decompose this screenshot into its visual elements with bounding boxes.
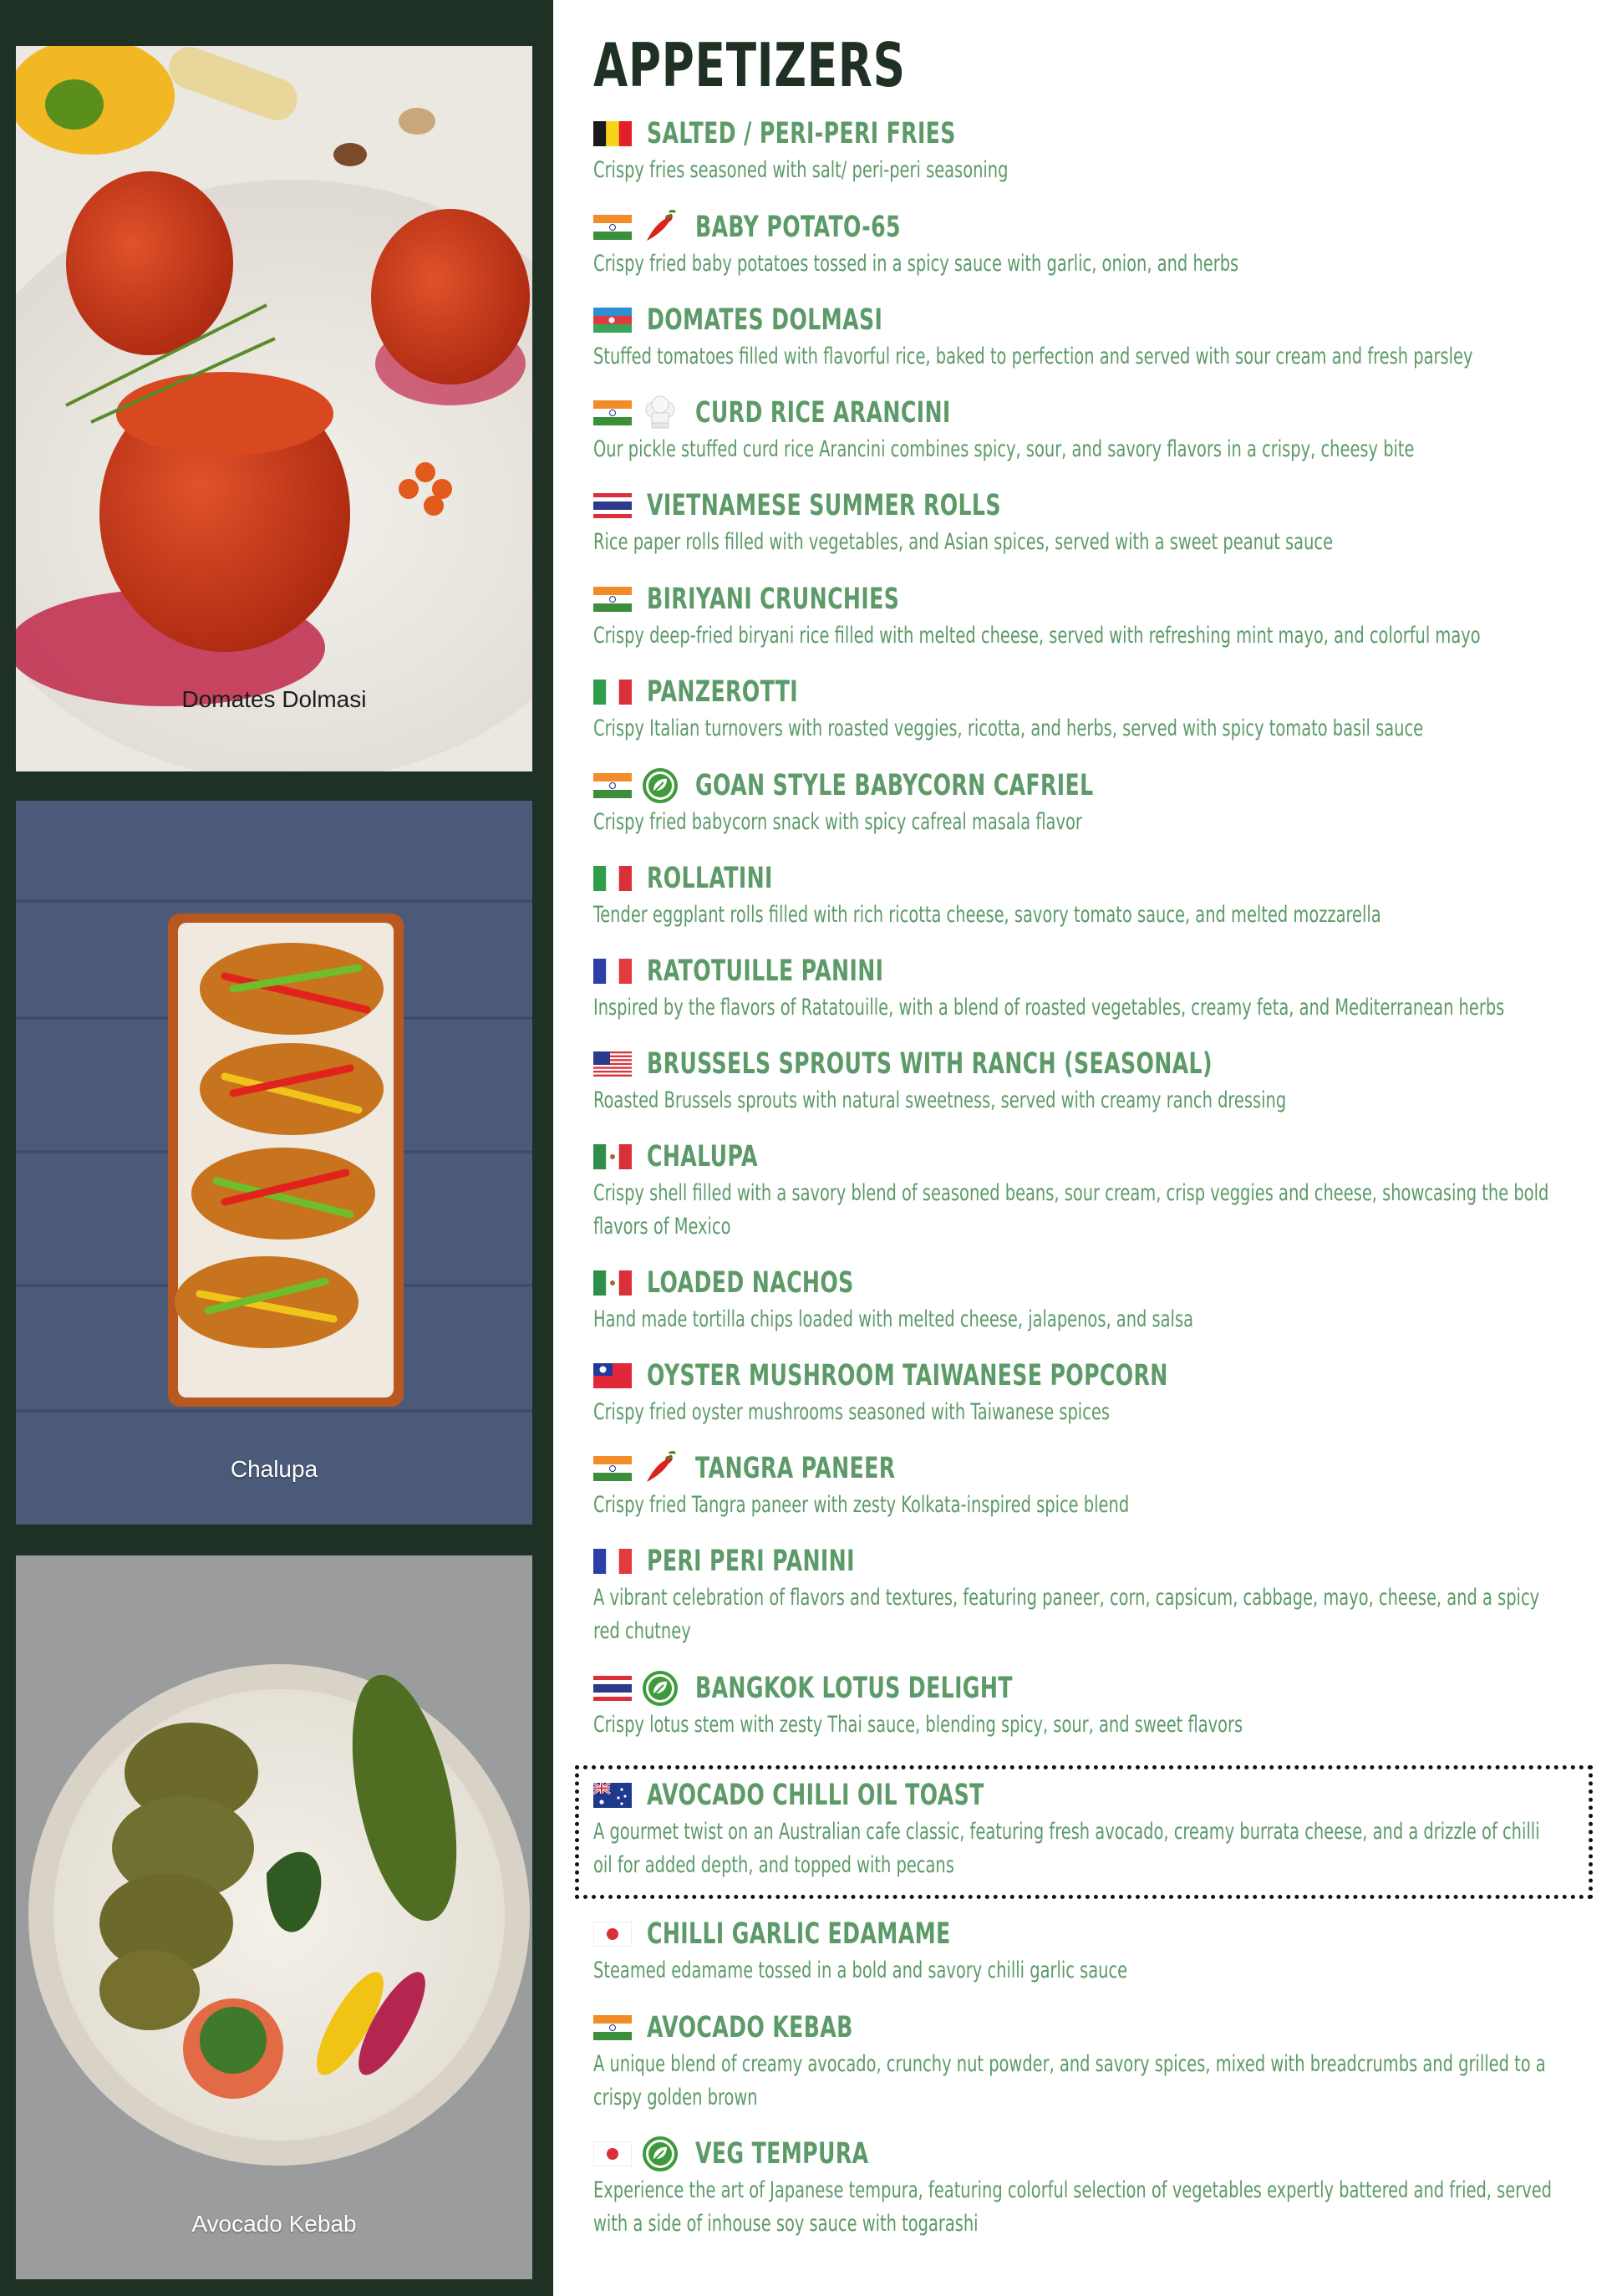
france-flag bbox=[593, 1549, 632, 1574]
vegan-leaf-icon bbox=[642, 1670, 679, 1707]
menu-item-header bbox=[593, 2137, 1588, 2171]
menu-item bbox=[593, 1266, 1588, 1336]
menu-item-description bbox=[593, 154, 1563, 187]
menu-item bbox=[593, 396, 1588, 466]
menu-item-header bbox=[593, 489, 1588, 522]
menu-item-header bbox=[593, 583, 1588, 616]
menu-item-name: BANGKOK LOTUS DELIGHT bbox=[695, 1672, 1013, 1705]
domates-dolmasi-image bbox=[16, 46, 532, 771]
menu-item-name: DOMATES DOLMASI bbox=[647, 303, 883, 337]
menu-item-description-text: Tender eggplant rolls filled with rich ricotta cheese, savory tomato sauce, and melted mozzarella bbox=[593, 902, 1381, 928]
menu-item-description bbox=[593, 712, 1563, 746]
menu-item-description-text: Hand made tortilla chips loaded with melted cheese, jalapenos, and salsa bbox=[593, 1306, 1193, 1332]
menu-item-header bbox=[593, 1917, 1588, 1951]
photo-domates-dolmasi bbox=[16, 46, 532, 771]
menu-item-description-text: Stuffed tomatoes filled with flavorful rice, baked to perfection and served with sour cream and fresh parsley bbox=[593, 344, 1473, 369]
menu-item-name: OYSTER MUSHROOM TAIWANESE POPCORN bbox=[647, 1359, 1168, 1392]
menu-item-header bbox=[593, 1672, 1588, 1705]
menu-item-description bbox=[593, 1396, 1563, 1429]
section-title: APPETIZERS bbox=[593, 30, 906, 100]
menu-item-description-text: Crispy lotus stem with zesty Thai sauce, blending spicy, sour, and sweet flavors bbox=[593, 1712, 1243, 1738]
menu-item bbox=[593, 303, 1588, 374]
menu-item-description-text: A unique blend of creamy avocado, crunchy nut powder, and savory spices, mixed with breadcrumbs and grilled to a crispy golden brown bbox=[593, 2051, 1546, 2110]
menu-item-header bbox=[593, 862, 1588, 895]
menu-item-header bbox=[593, 769, 1588, 802]
menu-item bbox=[593, 769, 1588, 839]
menu-item-description-text: Roasted Brussels sprouts with natural sweetness, served with creamy ranch dressing bbox=[593, 1087, 1287, 1113]
photo-caption: Domates Dolmasi bbox=[181, 686, 367, 712]
menu-item-name: BRUSSELS SPROUTS WITH RANCH (SEASONAL) bbox=[647, 1047, 1213, 1081]
menu-item bbox=[593, 1917, 1588, 1988]
menu-item-name: AVOCADO KEBAB bbox=[647, 2011, 853, 2044]
menu-item-description bbox=[593, 619, 1563, 653]
menu-item-name: VEG TEMPURA bbox=[695, 2137, 869, 2171]
menu-item-header bbox=[593, 211, 1588, 244]
menu-item-header bbox=[593, 1779, 1588, 1812]
menu-item bbox=[593, 955, 1588, 1025]
menu-item-description bbox=[593, 2048, 1563, 2115]
menu-item-header bbox=[593, 1359, 1588, 1392]
photo-sidebar bbox=[0, 0, 553, 2296]
menu-item bbox=[593, 1545, 1588, 1648]
thailand-flag bbox=[593, 493, 632, 518]
menu-item-header bbox=[593, 117, 1588, 150]
menu-item-header bbox=[593, 303, 1588, 337]
menu-item-description bbox=[593, 1303, 1563, 1336]
menu-item-description bbox=[593, 1708, 1563, 1742]
menu-item-header bbox=[593, 2011, 1588, 2044]
menu-item-description-text: Steamed edamame tossed in a bold and savory chilli garlic sauce bbox=[593, 1957, 1128, 1983]
japan-flag bbox=[593, 1922, 632, 1947]
menu-item-description-text: Rice paper rolls filled with vegetables, and Asian spices, served with a sweet peanut sauce bbox=[593, 529, 1334, 555]
chilli-icon bbox=[642, 1450, 679, 1487]
menu-item-description-text: Crispy deep-fried biryani rice filled with melted cheese, served with refreshing mint mayo, and colorful mayo bbox=[593, 623, 1481, 649]
menu-item-description bbox=[593, 1954, 1563, 1988]
photo-avocado-kebab bbox=[16, 1555, 532, 2279]
menu-item bbox=[593, 1779, 1588, 1882]
india-flag bbox=[593, 587, 632, 612]
menu-item-name: CHALUPA bbox=[647, 1140, 758, 1173]
menu-item bbox=[593, 1359, 1588, 1429]
avocado-kebab-image bbox=[16, 1555, 532, 2279]
menu-item-description-text: A vibrant celebration of flavors and textures, featuring paneer, corn, capsicum, cabbage, mayo, cheese, and a spicy red chutney bbox=[593, 1585, 1540, 1644]
japan-flag bbox=[593, 2141, 632, 2166]
menu-item bbox=[593, 583, 1588, 653]
photo-caption: Avocado Kebab bbox=[191, 2211, 357, 2237]
menu-item-name: PANZEROTTI bbox=[647, 675, 799, 709]
india-flag bbox=[593, 215, 632, 240]
menu-item-description bbox=[593, 340, 1563, 374]
menu-item-header bbox=[593, 955, 1588, 988]
azerbaijan-flag bbox=[593, 308, 632, 333]
menu-item-description bbox=[593, 1177, 1563, 1244]
menu-item-description bbox=[593, 433, 1563, 466]
menu-item-description-text: Crispy fried babycorn snack with spicy cafreal masala flavor bbox=[593, 809, 1082, 835]
menu-item bbox=[593, 489, 1588, 559]
menu-item-description-text: Our pickle stuffed curd rice Arancini combines spicy, sour, and savory flavors in a crispy, cheesy bite bbox=[593, 436, 1415, 462]
india-flag bbox=[593, 1456, 632, 1481]
menu-item-header bbox=[593, 1266, 1588, 1300]
menu-item-name: SALTED / PERI-PERI FRIES bbox=[647, 117, 956, 150]
chalupa-image bbox=[16, 801, 532, 1525]
menu-item-header bbox=[593, 1545, 1588, 1578]
menu-item-header bbox=[593, 396, 1588, 430]
menu-item-header bbox=[593, 675, 1588, 709]
france-flag bbox=[593, 959, 632, 984]
menu-item-name: AVOCADO CHILLI OIL TOAST bbox=[647, 1779, 984, 1812]
menu-item bbox=[593, 675, 1588, 746]
vegan-leaf-icon bbox=[642, 2136, 679, 2172]
india-flag bbox=[593, 773, 632, 798]
menu-item-description-text: Crispy fried baby potatoes tossed in a spicy sauce with garlic, onion, and herbs bbox=[593, 251, 1239, 277]
menu-item-description-text: Crispy Italian turnovers with roasted veggies, ricotta, and herbs, served with spicy tomato basil sauce bbox=[593, 715, 1424, 741]
menu-item-description bbox=[593, 1581, 1563, 1648]
australia-flag bbox=[593, 1783, 632, 1808]
menu-item bbox=[593, 1140, 1588, 1244]
mexico-flag bbox=[593, 1144, 632, 1169]
menu-item-description-text: Experience the art of Japanese tempura, featuring colorful selection of vegetables expertly battered and fried, served with a side of inhouse soy sauce with togarashi bbox=[593, 2177, 1553, 2237]
menu-item bbox=[593, 1452, 1588, 1522]
menu-item-description-text: Crispy fried Tangra paneer with zesty Kolkata-inspired spice blend bbox=[593, 1492, 1130, 1518]
menu-item bbox=[593, 1672, 1588, 1742]
menu-item-name: GOAN STYLE BABYCORN CAFRIEL bbox=[695, 769, 1094, 802]
menu-item-header bbox=[593, 1140, 1588, 1173]
menu-item-description bbox=[593, 899, 1563, 932]
thailand-flag bbox=[593, 1676, 632, 1701]
chef-hat-icon bbox=[642, 395, 679, 431]
india-flag bbox=[593, 2015, 632, 2040]
photo-caption: Chalupa bbox=[230, 1456, 318, 1482]
italy-flag bbox=[593, 866, 632, 891]
usa-flag bbox=[593, 1051, 632, 1077]
menu-item-description bbox=[593, 806, 1563, 839]
taiwan-flag bbox=[593, 1363, 632, 1388]
menu-item-description-text: Crispy fries seasoned with salt/ peri-peri seasoning bbox=[593, 157, 1009, 183]
india-flag bbox=[593, 400, 632, 425]
menu-item-name: LOADED NACHOS bbox=[647, 1266, 854, 1300]
menu-item-name: BABY POTATO-65 bbox=[695, 211, 901, 244]
menu-item-description bbox=[593, 1489, 1563, 1522]
mexico-flag bbox=[593, 1270, 632, 1296]
belgium-flag bbox=[593, 121, 632, 146]
menu-item-name: BIRIYANI CRUNCHIES bbox=[647, 583, 900, 616]
menu-item-description-text: Crispy shell filled with a savory blend of seasoned beans, sour cream, crisp veggies and cheese, showcasing the bold flavors of Mexico bbox=[593, 1180, 1549, 1240]
menu-item-name: ROLLATINI bbox=[647, 862, 773, 895]
menu-item-name: CHILLI GARLIC EDAMAME bbox=[647, 1917, 951, 1951]
menu-item-description bbox=[593, 247, 1563, 281]
menu-item-description bbox=[593, 1815, 1563, 1882]
menu-item-name: CURD RICE ARANCINI bbox=[695, 396, 951, 430]
menu-item-name: PERI PERI PANINI bbox=[647, 1545, 855, 1578]
menu-item bbox=[593, 117, 1588, 187]
menu-item bbox=[593, 2137, 1588, 2241]
menu-item-name: RATOTUILLE PANINI bbox=[647, 955, 884, 988]
menu-item-description-text: A gourmet twist on an Australian cafe classic, featuring fresh avocado, creamy burrata cheese, and a drizzle of chilli oil for added depth, and topped with pecans bbox=[593, 1819, 1540, 1878]
menu-item-header bbox=[593, 1047, 1588, 1081]
italy-flag bbox=[593, 680, 632, 705]
photo-chalupa bbox=[16, 801, 532, 1525]
menu-item-name: VIETNAMESE SUMMER ROLLS bbox=[647, 489, 1001, 522]
menu-item-description-text: Inspired by the flavors of Ratatouille, with a blend of roasted vegetables, creamy feta, and Mediterranean herbs bbox=[593, 995, 1505, 1021]
menu-item-description bbox=[593, 2174, 1563, 2241]
menu-item bbox=[593, 1047, 1588, 1117]
menu-item bbox=[593, 2011, 1588, 2115]
menu-item-description bbox=[593, 526, 1563, 559]
menu-item-header bbox=[593, 1452, 1588, 1485]
menu-item-description bbox=[593, 1084, 1563, 1117]
vegan-leaf-icon bbox=[642, 767, 679, 804]
menu-item-description bbox=[593, 991, 1563, 1025]
chilli-icon bbox=[642, 209, 679, 246]
menu-item-description-text: Crispy fried oyster mushrooms seasoned with Taiwanese spices bbox=[593, 1399, 1110, 1425]
menu-item-name: TANGRA PANEER bbox=[695, 1452, 896, 1485]
menu-item bbox=[593, 211, 1588, 281]
menu-item bbox=[593, 862, 1588, 932]
